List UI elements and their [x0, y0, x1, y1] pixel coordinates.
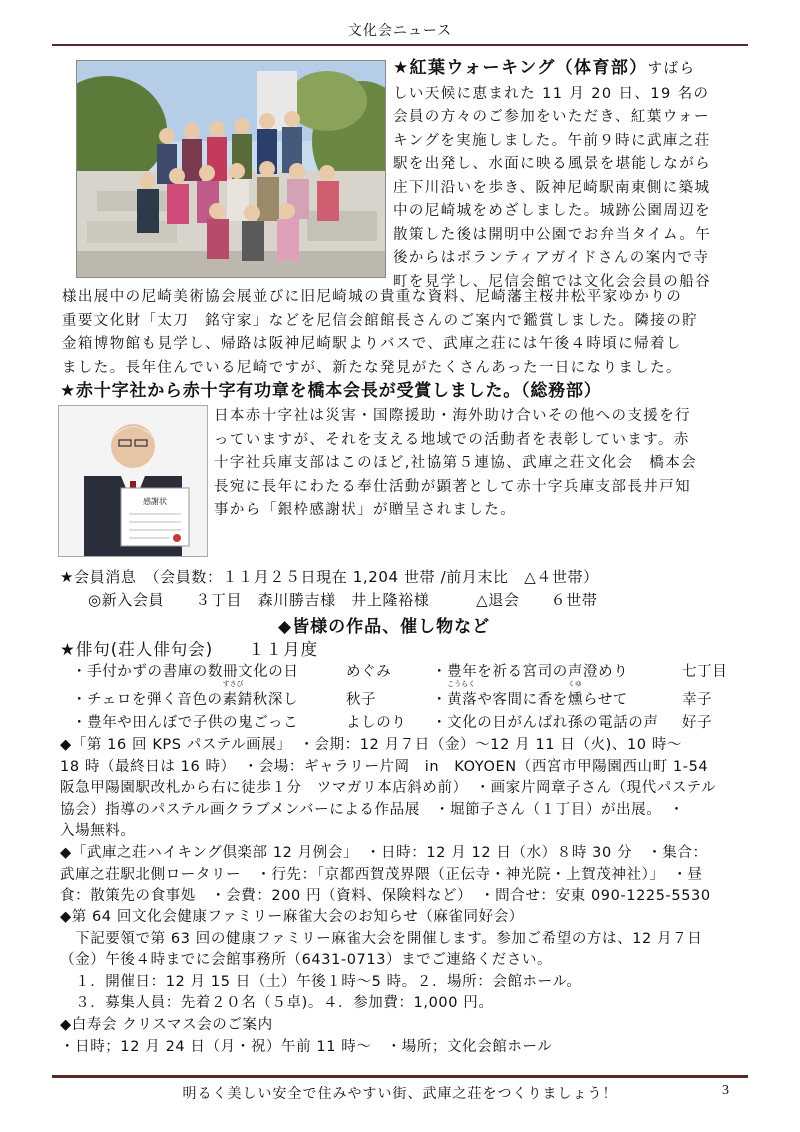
header-divider	[52, 44, 748, 46]
new-members: ◎新入会員 ３丁目 森川勝吉様 井上隆裕様 △退会 ６世帯	[88, 591, 598, 609]
haiku-author: 秋子	[346, 692, 377, 708]
haiku-text: ・手付かずの書庫の数冊文化の日	[72, 664, 299, 680]
haiku-author: めぐみ	[346, 664, 392, 680]
pastel-text-line: ◆「第 16 回 KPS パステル画展」 ・会期：12 月７日（金）～12 月 11 日（火)、10 時～	[60, 737, 683, 753]
christmas-text-line: ◆白寿会 クリスマス会のご案内	[60, 1017, 273, 1033]
walking-text-line: 会員の方々のご参加をいただき、紅葉ウォー	[393, 109, 710, 125]
redcross-text-line: 十字社兵庫支部はこのほど,社協第５連協、武庫之荘文化会 橋本会	[214, 455, 698, 471]
mahjong-text-line: （金）午後４時までに会館事務所（6431‐0713）までご連絡ください。	[60, 952, 553, 968]
walking-text-line: 駅を出発し、水面に映る風景を堪能しながら	[393, 156, 711, 172]
redcross-text-line: 日本赤十字社は災害・国際援助・海外助け合いその他への支援を行	[214, 408, 691, 424]
walking-article-top	[393, 58, 753, 293]
ruby-word	[222, 680, 253, 709]
pastel-text-line: 協会）指導のパステル画クラブメンバーによる作品展 ・堀節子さん（１丁目）が出展。 ・	[60, 801, 685, 818]
ruby-reading: くゆ	[567, 680, 582, 688]
pastel-event	[60, 735, 760, 843]
christmas-event	[60, 1015, 760, 1058]
footer-divider	[52, 1075, 748, 1078]
ruby-base: 燻	[567, 692, 584, 708]
haiku-row	[72, 660, 299, 681]
redcross-text-line: っていますが、それを支える地域での活動者を表彰しています。赤	[214, 431, 690, 448]
walking-text-line: ました。長年住んでいる尼崎ですが、新たな発見がたくさんあった一日になりました。	[62, 359, 682, 376]
walking-text-line: 後からはボランティアガイドさんの案内で寺	[393, 250, 710, 266]
redcross-title: ★赤十字社から赤十字有功章を橋本会長が受賞しました。（総務部）	[60, 381, 602, 401]
haiku-author: よしのり	[346, 715, 407, 731]
newsletter-title: 文化会ニュース	[347, 23, 453, 39]
walking-text-line: キングを実施しました。午前９時に武庫之荘	[393, 132, 711, 149]
certificate-heading: 感謝状	[143, 497, 167, 506]
haiku-author: 好子	[682, 715, 713, 731]
mahjong-event	[60, 907, 760, 1015]
walking-title: ★紅葉ウォーキング（体育部）	[393, 58, 648, 78]
redcross-text-line: 事から「銀枠感謝状」が贈呈されました。	[214, 502, 517, 518]
walking-text-line: 庄下川沿いを歩き、阪神尼崎駅南東側に築城	[393, 179, 711, 196]
walking-text-line: 中の尼崎城をめざしました。城跡公園周辺を	[393, 203, 711, 219]
haiku-author: 幸子	[682, 692, 713, 708]
haiku-text: らせて	[583, 692, 628, 708]
mahjong-text-line: ３．募集人員：先着２０名（５卓)。４．参加費：1,000 円。	[60, 995, 494, 1011]
works-heading: ◆皆様の作品、催し物など	[278, 617, 491, 637]
haiku-text: ・	[432, 692, 448, 708]
ruby-base: 素錆	[222, 692, 253, 708]
walking-text-line: 重要文化財「太刀 銘守家」などを尼信会館館長さんのご案内で鑑賞しました。隣接の貯	[62, 312, 698, 329]
pastel-text-line: 18 時（最終日は 16 時） ・会場：ギャラリー片岡 in KOYOEN（西宮市甲陽園西山町 1-54	[60, 758, 709, 775]
christmas-text-line: ・日時；12 月 24 日（月・祝）午前 11 時～ ・場所；文化会館ホール	[60, 1038, 553, 1055]
walking-text-line: 様出展中の尼崎美術協会展並びに旧尼崎城の貴重な資料、尼崎藩主桜井松平家ゆかりの	[62, 289, 683, 305]
walking-article-bottom	[62, 287, 752, 379]
hiking-text-line: 武庫之荘駅北側ロータリー ・行先：「京都西賀茂界隈（正伝寺・神光院・上賀茂神社）」 ・昼	[60, 866, 703, 883]
haiku-text: や客間に香を	[477, 692, 568, 708]
group-photo	[76, 60, 386, 278]
members-status: ★会員消息 （会員数：１１月２５日現在 1,204 世帯 /前月末比 △４世帯）	[60, 568, 599, 586]
mahjong-text-line: 下記要領で第 63 回の健康ファミリー麻雀大会を開催します。参加ご希望の方は、12 月７日	[60, 930, 703, 947]
redcross-article	[214, 406, 754, 522]
haiku-text: ・チェロを弾く音色の	[72, 692, 223, 708]
walking-text-line: 散策した後は開明中公園でお弁当タイム。午	[393, 226, 712, 243]
walking-text-line: しい天候に恵まれた 11 月 20 日、19 名の	[393, 85, 710, 102]
ruby-reading: こうらく	[447, 680, 476, 688]
walking-text-line: すばら	[647, 61, 696, 77]
page-number: 3	[722, 1083, 729, 1098]
footer-slogan: 明るく美しい安全で住みやすい街、武庫之荘をつくりましょう！	[182, 1086, 618, 1102]
walking-text-line: 町を見学し、尼信会館では文化会会員の船谷	[393, 273, 711, 290]
haiku-row	[432, 680, 628, 709]
ruby-word	[567, 680, 584, 709]
haiku-text: ・文化の日がんばれ孫の電話の声	[432, 715, 659, 731]
pastel-text-line: 入場無料。	[60, 823, 136, 839]
haiku-text: ・豊年や田んぼで子供の鬼ごっこ	[72, 715, 299, 731]
hiking-text-line: ◆「武庫之荘ハイキング倶楽部 12 月例会」 ・日時：12 月 12 日（水）８時 30 分 ・集合：	[60, 845, 708, 861]
ruby-word	[447, 680, 478, 709]
pastel-text-line: 阪急甲陽園駅改札から右に徒歩１分 ツマガリ本店斜め前） ・画家片岡章子さん（現代パステル	[60, 780, 717, 796]
hiking-event	[60, 843, 760, 908]
ruby-base: 黄落	[447, 692, 478, 708]
ruby-reading: すさび	[222, 680, 244, 688]
haiku-author: 七丁目	[682, 664, 728, 680]
haiku-row	[72, 680, 299, 709]
hiking-text-line: 食：散策先の食事処 ・会費：200 円（資料、保険料など） ・問合せ：安東 090-1225-5530	[60, 888, 711, 904]
mahjong-text-line: １．開催日：12 月 15 日（土）午後１時～5 時。２．場所：会館ホール。	[60, 973, 582, 990]
mahjong-text-line: ◆第 64 回文化会健康ファミリー麻雀大会のお知らせ（麻雀同好会）	[60, 909, 524, 925]
haiku-text: ・豊年を祈る宮司の声澄めり	[432, 664, 629, 680]
walking-text-line: 金箱博物館も見学し、帰路は阪神尼崎駅よりバスで、武庫之荘には午後４時頃に帰着し	[62, 336, 682, 352]
haiku-text: 秋深し	[252, 692, 299, 708]
haiku-heading: ★俳句(荘人俳句会) １１月度	[60, 640, 319, 659]
award-photo	[58, 405, 208, 557]
redcross-text-line: 長宛に長年にわたる奉仕活動が顕著として赤十字兵庫支部長井戸知	[214, 478, 691, 495]
